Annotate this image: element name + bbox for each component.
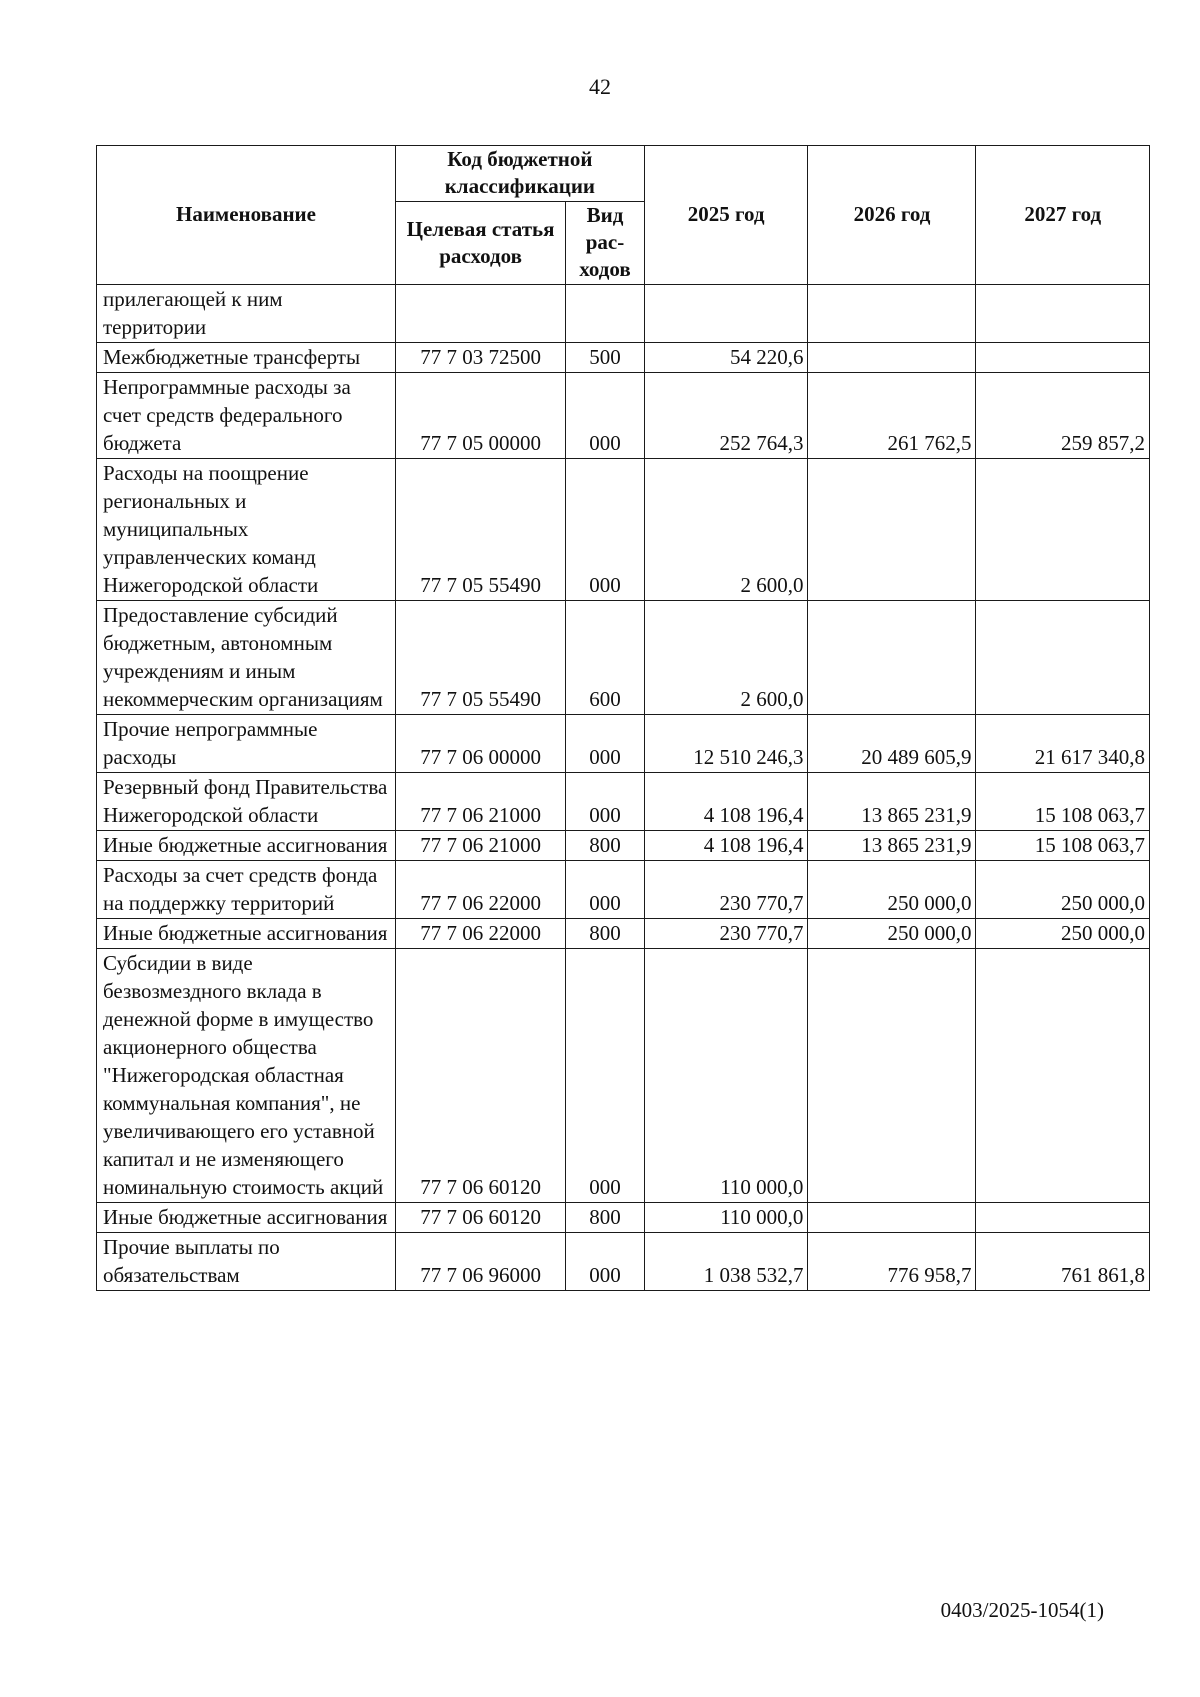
header-expense-type: Вид рас-ходов [566,202,645,285]
cell-vid: 600 [566,601,645,715]
cell-y2025: 230 770,7 [644,861,808,919]
cell-code: 77 7 05 55490 [395,459,565,601]
document-number: 0403/2025-1054(1) [940,1598,1104,1622]
cell-name: Прочие выплаты по обязательствам [97,1233,396,1291]
cell-vid: 000 [566,1233,645,1291]
table-row [97,715,1150,773]
cell-code: 77 7 06 60120 [395,1203,565,1233]
cell-name: Прочие непрограммные расходы [97,715,396,773]
cell-y2026: 13 865 231,9 [808,773,976,831]
table-row [97,373,1150,459]
cell-name: Межбюджетные трансферты [97,343,396,373]
cell-y2027 [976,285,1150,343]
cell-y2025: 2 600,0 [644,459,808,601]
cell-vid: 800 [566,1203,645,1233]
cell-y2027: 250 000,0 [976,919,1150,949]
cell-name: Резервный фонд Правительства Нижегородской области [97,773,396,831]
cell-y2025: 230 770,7 [644,919,808,949]
table-row [97,831,1150,861]
cell-name: прилегающей к ним территории [97,285,396,343]
cell-vid [566,285,645,343]
cell-y2027: 15 108 063,7 [976,831,1150,861]
cell-y2025: 4 108 196,4 [644,831,808,861]
cell-y2026 [808,285,976,343]
page-number: 42 [589,74,611,99]
cell-code: 77 7 06 22000 [395,861,565,919]
budget-table [96,145,1150,1291]
cell-y2026 [808,343,976,373]
cell-y2027: 259 857,2 [976,373,1150,459]
cell-code: 77 7 06 60120 [395,949,565,1203]
cell-name: Иные бюджетные ассигнования [97,1203,396,1233]
table-row [97,285,1150,343]
cell-y2025 [644,285,808,343]
table-row [97,949,1150,1203]
table-row [97,773,1150,831]
table-row [97,601,1150,715]
cell-y2026 [808,1203,976,1233]
cell-y2025: 4 108 196,4 [644,773,808,831]
table-row [97,1233,1150,1291]
header-2026: 2026 год [808,146,976,285]
cell-vid: 000 [566,459,645,601]
header-target-article: Целевая статья расходов [395,202,565,285]
cell-y2027: 21 617 340,8 [976,715,1150,773]
cell-y2026: 250 000,0 [808,919,976,949]
table-row [97,861,1150,919]
cell-vid: 800 [566,919,645,949]
cell-name: Расходы за счет средств фонда на поддержку территорий [97,861,396,919]
header-name: Наименование [97,146,396,285]
cell-name: Иные бюджетные ассигнования [97,919,396,949]
cell-y2026: 20 489 605,9 [808,715,976,773]
table-row [97,343,1150,373]
cell-y2027 [976,343,1150,373]
cell-y2026 [808,459,976,601]
cell-y2025: 110 000,0 [644,949,808,1203]
cell-y2027 [976,459,1150,601]
cell-code: 77 7 03 72500 [395,343,565,373]
cell-y2026: 261 762,5 [808,373,976,459]
cell-code: 77 7 06 21000 [395,831,565,861]
cell-code: 77 7 05 55490 [395,601,565,715]
table-row [97,919,1150,949]
cell-vid: 500 [566,343,645,373]
cell-y2027: 15 108 063,7 [976,773,1150,831]
cell-y2026: 776 958,7 [808,1233,976,1291]
header-2027: 2027 год [976,146,1150,285]
header-kbk-group: Код бюджетной классификации [395,146,644,202]
cell-y2025: 1 038 532,7 [644,1233,808,1291]
cell-code: 77 7 06 21000 [395,773,565,831]
cell-y2025: 2 600,0 [644,601,808,715]
cell-code [395,285,565,343]
cell-vid: 000 [566,373,645,459]
cell-name: Иные бюджетные ассигнования [97,831,396,861]
table-header [97,146,1150,285]
cell-y2027 [976,1203,1150,1233]
cell-y2025: 110 000,0 [644,1203,808,1233]
table-row [97,459,1150,601]
cell-vid: 000 [566,773,645,831]
cell-code: 77 7 05 00000 [395,373,565,459]
cell-name: Субсидии в виде безвозмездного вклада в денежной форме в имущество акционерного общества "Нижегородская областная коммунальная компания", не увеличивающего его уставной капитал и не изменяющего номинальную стоимость акций [97,949,396,1203]
table-row [97,1203,1150,1233]
cell-y2025: 54 220,6 [644,343,808,373]
cell-name: Расходы на поощрение региональных и муниципальных управленческих команд Нижегородской области [97,459,396,601]
cell-y2027: 761 861,8 [976,1233,1150,1291]
cell-code: 77 7 06 00000 [395,715,565,773]
cell-vid: 000 [566,861,645,919]
cell-y2026 [808,949,976,1203]
cell-name: Непрограммные расходы за счет средств федерального бюджета [97,373,396,459]
cell-y2026 [808,601,976,715]
cell-vid: 000 [566,949,645,1203]
cell-code: 77 7 06 22000 [395,919,565,949]
cell-name: Предоставление субсидий бюджетным, автономным учреждениям и иным некоммерческим организациям [97,601,396,715]
header-2025: 2025 год [644,146,808,285]
cell-y2027 [976,601,1150,715]
cell-y2026: 250 000,0 [808,861,976,919]
cell-y2026: 13 865 231,9 [808,831,976,861]
table-body [97,285,1150,1291]
cell-y2027 [976,949,1150,1203]
cell-y2027: 250 000,0 [976,861,1150,919]
cell-y2025: 252 764,3 [644,373,808,459]
cell-code: 77 7 06 96000 [395,1233,565,1291]
cell-y2025: 12 510 246,3 [644,715,808,773]
cell-vid: 800 [566,831,645,861]
cell-vid: 000 [566,715,645,773]
